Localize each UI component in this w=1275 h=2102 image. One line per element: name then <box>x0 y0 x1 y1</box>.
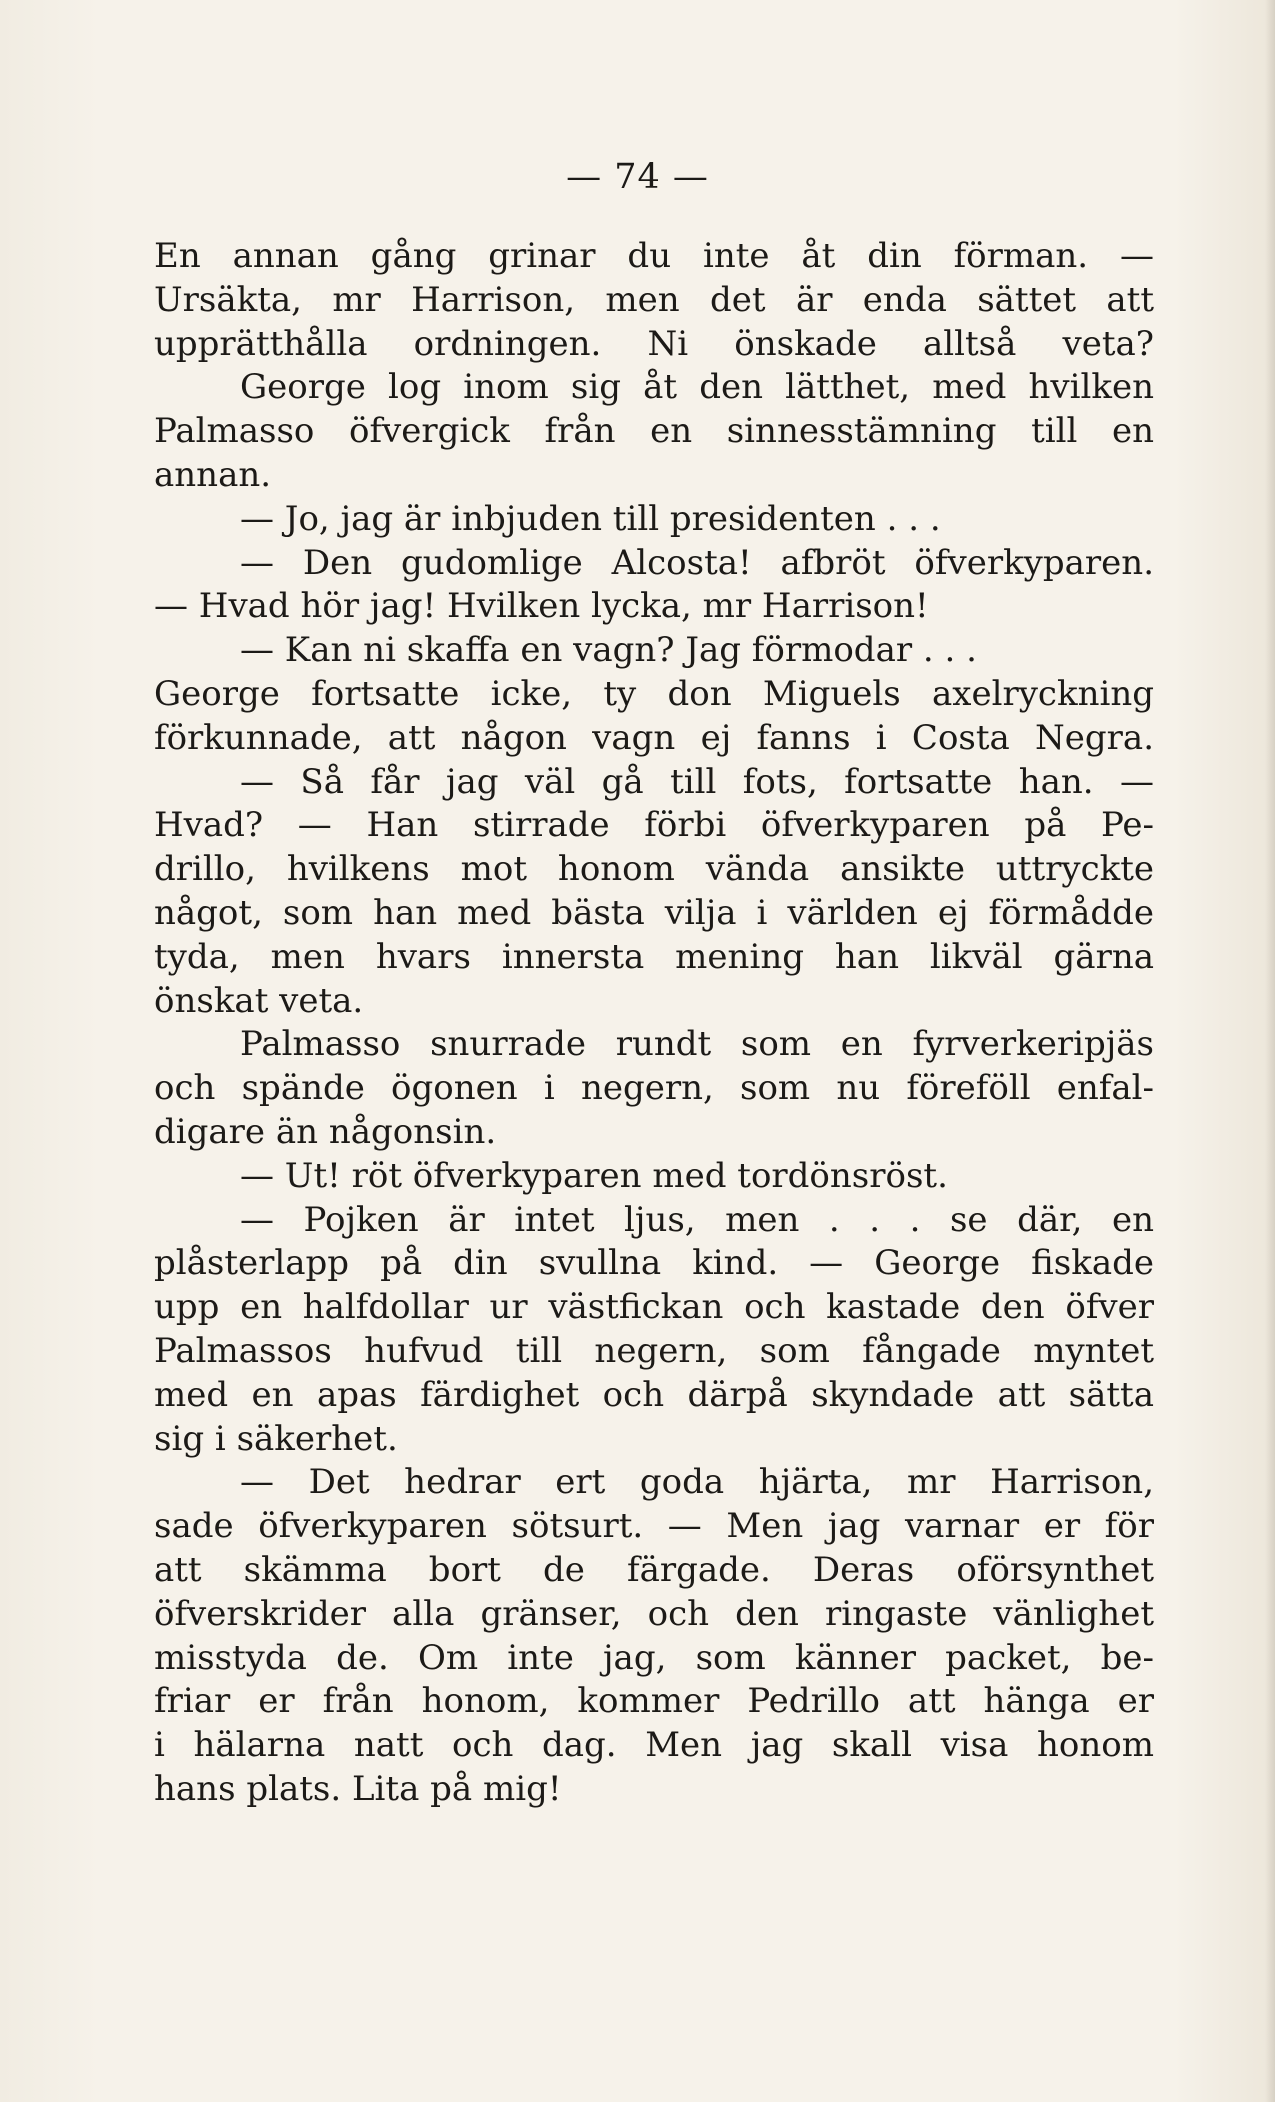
text-line: upp en halfdollar ur västfickan och kastade den öfver <box>154 1287 1154 1328</box>
text-line: plåsterlapp på din svullna kind. — George fiskade <box>154 1243 1154 1284</box>
page-body-text <box>154 235 1154 1812</box>
text-line: friar er från honom, kommer Pedrillo att hänga er <box>154 1681 1154 1722</box>
page-number: — 74 — <box>566 157 709 197</box>
text-line: något, som han med bästa vilja i världen ej förmådde <box>154 892 1154 933</box>
text-line: — Kan ni skaffa en vagn? Jag förmodar . . . <box>240 630 977 671</box>
text-line: drillo, hvilkens mot honom vända ansikte uttryckte <box>154 849 1154 890</box>
text-line: — Det hedrar ert goda hjärta, mr Harrison, <box>240 1462 1154 1503</box>
text-line: i hälarna natt och dag. Men jag skall visa honom <box>154 1725 1154 1766</box>
text-line: Ursäkta, mr Harrison, men det är enda sättet att <box>154 279 1154 320</box>
text-line: sade öfverkyparen sötsurt. — Men jag varnar er för <box>154 1506 1154 1547</box>
text-line: Palmasso snurrade rundt som en fyrverkeripjäs <box>240 1024 1154 1065</box>
text-line: och spände ögonen i negern, som nu föreföll enfal- <box>154 1068 1154 1109</box>
text-line: George fortsatte icke, ty don Miguels axelryckning <box>154 673 1154 714</box>
text-line: — Så får jag väl gå till fots, fortsatte han. — <box>240 761 1154 802</box>
text-line: misstyda de. Om inte jag, som känner packet, be- <box>154 1637 1154 1678</box>
text-line: Palmassos hufvud till negern, som fångade myntet <box>154 1330 1154 1371</box>
text-line: — Den gudomlige Alcosta! afbröt öfverkyparen. <box>240 542 1154 583</box>
text-line: — Hvad hör jag! Hvilken lycka, mr Harrison! <box>154 586 929 627</box>
text-line: Hvad? — Han stirrade förbi öfverkyparen på Pe- <box>154 805 1154 846</box>
text-line: — Pojken är intet ljus, men . . . se där, en <box>240 1199 1154 1240</box>
text-line: att skämma bort de färgade. Deras oförsynthet <box>154 1549 1154 1590</box>
text-line: George log inom sig åt den lätthet, med hvilken <box>240 367 1154 408</box>
text-line: upprätthålla ordningen. Ni önskade alltså veta? <box>154 323 1154 364</box>
page-edge-shadow <box>1265 0 1275 2102</box>
text-line: — Ut! röt öfverkyparen med tordönsröst. <box>240 1155 948 1196</box>
text-line: önskat veta. <box>154 980 364 1021</box>
text-line: hans plats. Lita på mig! <box>154 1768 562 1809</box>
text-line: Palmasso öfvergick från en sinnesstämning till en <box>154 411 1154 452</box>
text-line: En annan gång grinar du inte åt din förman. — <box>154 236 1154 276</box>
text-line: digare än någonsin. <box>154 1111 497 1152</box>
text-line: annan. <box>154 454 272 495</box>
text-line: — Jo, jag är inbjuden till presidenten . . . <box>240 498 941 539</box>
text-line: tyda, men hvars innersta mening han likväl gärna <box>154 936 1154 977</box>
text-line: sig i säkerhet. <box>154 1418 398 1459</box>
text-line: förkunnade, att någon vagn ej fanns i Costa Negra. <box>154 717 1154 758</box>
text-line: med en apas färdighet och därpå skyndade att sätta <box>154 1374 1154 1415</box>
text-line: öfverskrider alla gränser, och den ringaste vänlighet <box>154 1593 1154 1634</box>
